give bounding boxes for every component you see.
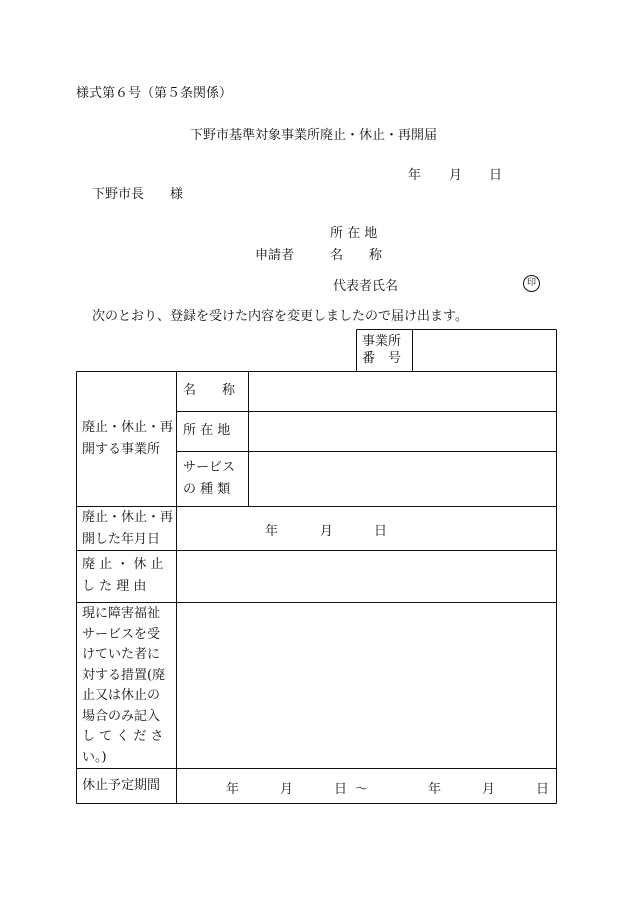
facility-address-label: 所 在 地: [183, 423, 231, 438]
service-type-label: サービス の 種 類: [183, 460, 236, 497]
header-date-month: 月: [449, 168, 463, 183]
seal-mark: 印: [523, 275, 540, 292]
change-date-label: 廃止・休止・再 開した年月日: [82, 510, 174, 547]
period-from-day[interactable]: 日: [334, 782, 348, 797]
period-to-month[interactable]: 月: [482, 782, 496, 797]
period-from-month[interactable]: 月: [280, 782, 294, 797]
change-date-month[interactable]: 月: [320, 524, 334, 539]
measures-field[interactable]: [180, 605, 552, 765]
header-date-year: 年: [408, 168, 422, 183]
period-to-day[interactable]: 日: [536, 782, 550, 797]
reason-field[interactable]: [180, 553, 552, 599]
reason-label: 廃 止 ・ 休 止 し た 理 由: [82, 557, 164, 594]
form-title: 下野市基準対象事業所廃止・休止・再開届: [190, 128, 438, 143]
facility-address-field[interactable]: [252, 414, 552, 448]
office-number-label-2: 番 号: [362, 351, 402, 366]
change-date-year[interactable]: 年: [265, 524, 279, 539]
change-date-day[interactable]: 日: [374, 524, 388, 539]
service-type-field[interactable]: [252, 454, 552, 503]
suspension-period-label: 休止予定期間: [82, 778, 161, 793]
facility-name-field[interactable]: [252, 374, 552, 408]
intro-text: 次のとおり、登録を受けた内容を変更しましたので届け出ます。: [92, 309, 468, 324]
applicant-name-label: 名 称: [330, 248, 383, 263]
office-number-label-1: 事業所: [362, 334, 402, 349]
header-date-day: 日: [489, 168, 503, 183]
facility-group-label: 廃止・休止・再 開する事業所: [82, 420, 174, 457]
period-tilde: 〜: [355, 782, 369, 797]
representative-name-label: 代表者氏名: [333, 279, 399, 294]
applicant-label: 申請者: [255, 248, 295, 263]
measures-label: 現に障害福祉 サービスを受 けていた者に 対する措置(廃 止又は休止の 場合のみ記入 し て く だ さ い。): [82, 606, 166, 765]
applicant-address-label: 所 在 地: [330, 226, 378, 241]
form-number: 様式第６号（第５条関係）: [76, 86, 233, 101]
office-number-field[interactable]: [416, 332, 552, 368]
period-to-year[interactable]: 年: [428, 782, 442, 797]
addressee: 下野市長 様: [92, 187, 184, 202]
period-from-year[interactable]: 年: [226, 782, 240, 797]
facility-name-label: 名 称: [183, 383, 236, 398]
